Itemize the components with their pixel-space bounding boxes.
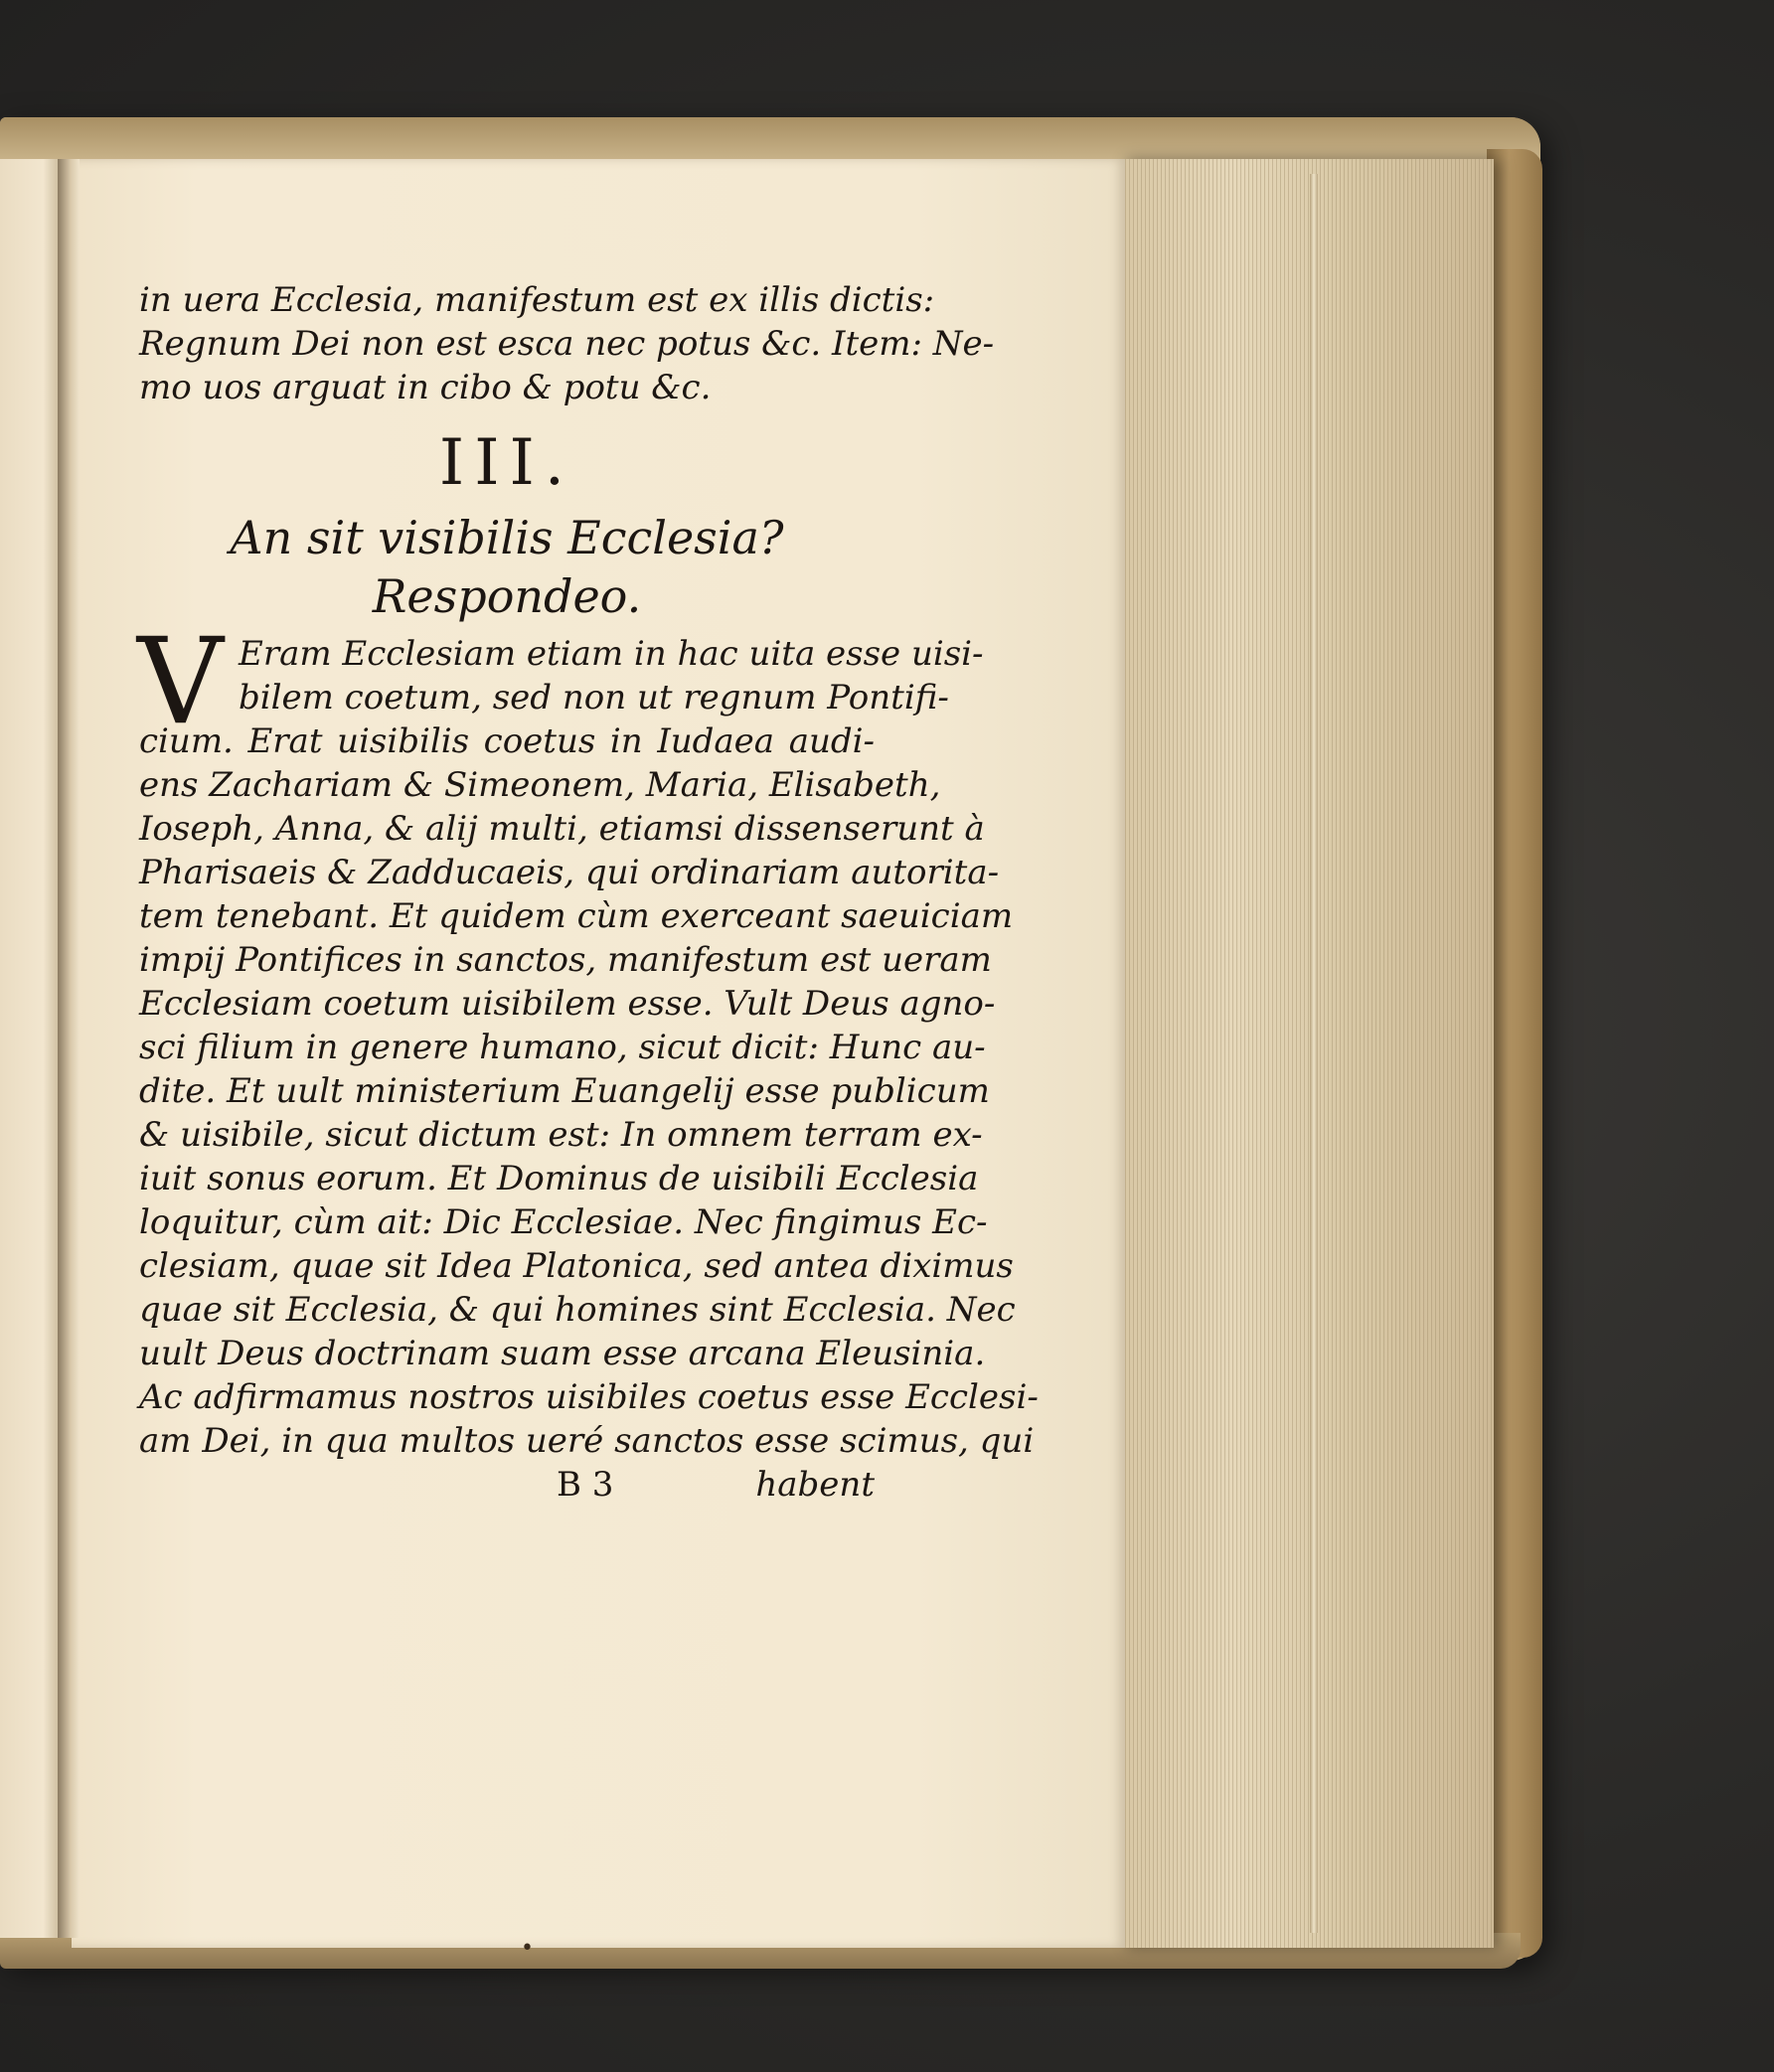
drop-cap: V — [137, 613, 224, 751]
text-line: & uisibile, sicut dictum est: In omnem terram ex- — [139, 1115, 983, 1155]
catchword: habent — [755, 1465, 875, 1505]
response-heading: Respondeo. — [372, 569, 642, 623]
text-line: iuit sonus eorum. Et Dominus de uisibili Ecclesia — [139, 1159, 979, 1198]
text-line: sci filium in genere humano, sicut dicit: Hunc au- — [139, 1028, 986, 1067]
section-number: III. — [438, 426, 575, 500]
signature-mark: B 3 — [557, 1465, 614, 1505]
text-line: am Dei, in qua multos ueré sanctos esse scimus, qui — [139, 1421, 1035, 1461]
page-footer — [139, 1463, 875, 1507]
text-line: uult Deus doctrinam suam esse arcana Eleusinia. — [139, 1334, 986, 1373]
ink-mark: • — [521, 1936, 534, 1961]
text-line: ens Zachariam & Simeonem, Maria, Elisabeth, — [139, 765, 941, 805]
text-line: quae sit Ecclesia, & qui homines sint Ecclesia. Nec — [139, 1290, 1016, 1330]
text-line: mo uos arguat in cibo & potu &c. — [139, 368, 712, 407]
left-page — [0, 159, 62, 1938]
page-block-divider — [1310, 174, 1318, 1933]
text-line: Pharisaeis & Zadducaeis, qui ordinariam autorita- — [139, 853, 1000, 892]
page-block-edges — [1121, 159, 1494, 1948]
text-line: loquitur, cùm ait: Dic Ecclesiae. Nec fingimus Ec- — [139, 1202, 988, 1242]
page-text — [137, 278, 1039, 1961]
cover-fore-edge — [1487, 149, 1542, 1958]
text-line: Regnum Dei non est esca nec potus &c. Item: Ne- — [139, 324, 995, 364]
text-line: bilem coetum, sed non ut regnum Pontifi- — [239, 678, 949, 717]
text-line: cium. Erat uisibilis coetus in Iudaea audi- — [139, 721, 875, 761]
paragraph — [137, 613, 1039, 1463]
section-question: An sit visibilis Ecclesia? — [230, 511, 784, 564]
text-line: Ecclesiam coetum uisibilem esse. Vult Deus agno- — [139, 984, 996, 1024]
text-line: Ac adfirmamus nostros uisibiles coetus esse Ecclesi- — [139, 1377, 1039, 1417]
text-line: in uera Ecclesia, manifestum est ex illis dictis: — [139, 280, 935, 320]
text-line: Eram Ecclesiam etiam in hac uita esse uisi- — [239, 634, 984, 674]
text-line: tem tenebant. Et quidem cùm exerceant saeuiciam — [139, 896, 1014, 936]
text-line: impij Pontifices in sanctos, manifestum est ueram — [139, 940, 992, 980]
text-line: dite. Et uult ministerium Euangelij esse publicum — [139, 1071, 990, 1111]
text-line: clesiam, quae sit Idea Platonica, sed antea diximus — [139, 1246, 1014, 1286]
text-line: Ioseph, Anna, & alij multi, etiamsi dissenserunt à — [139, 809, 985, 849]
book-gutter — [58, 159, 80, 1938]
